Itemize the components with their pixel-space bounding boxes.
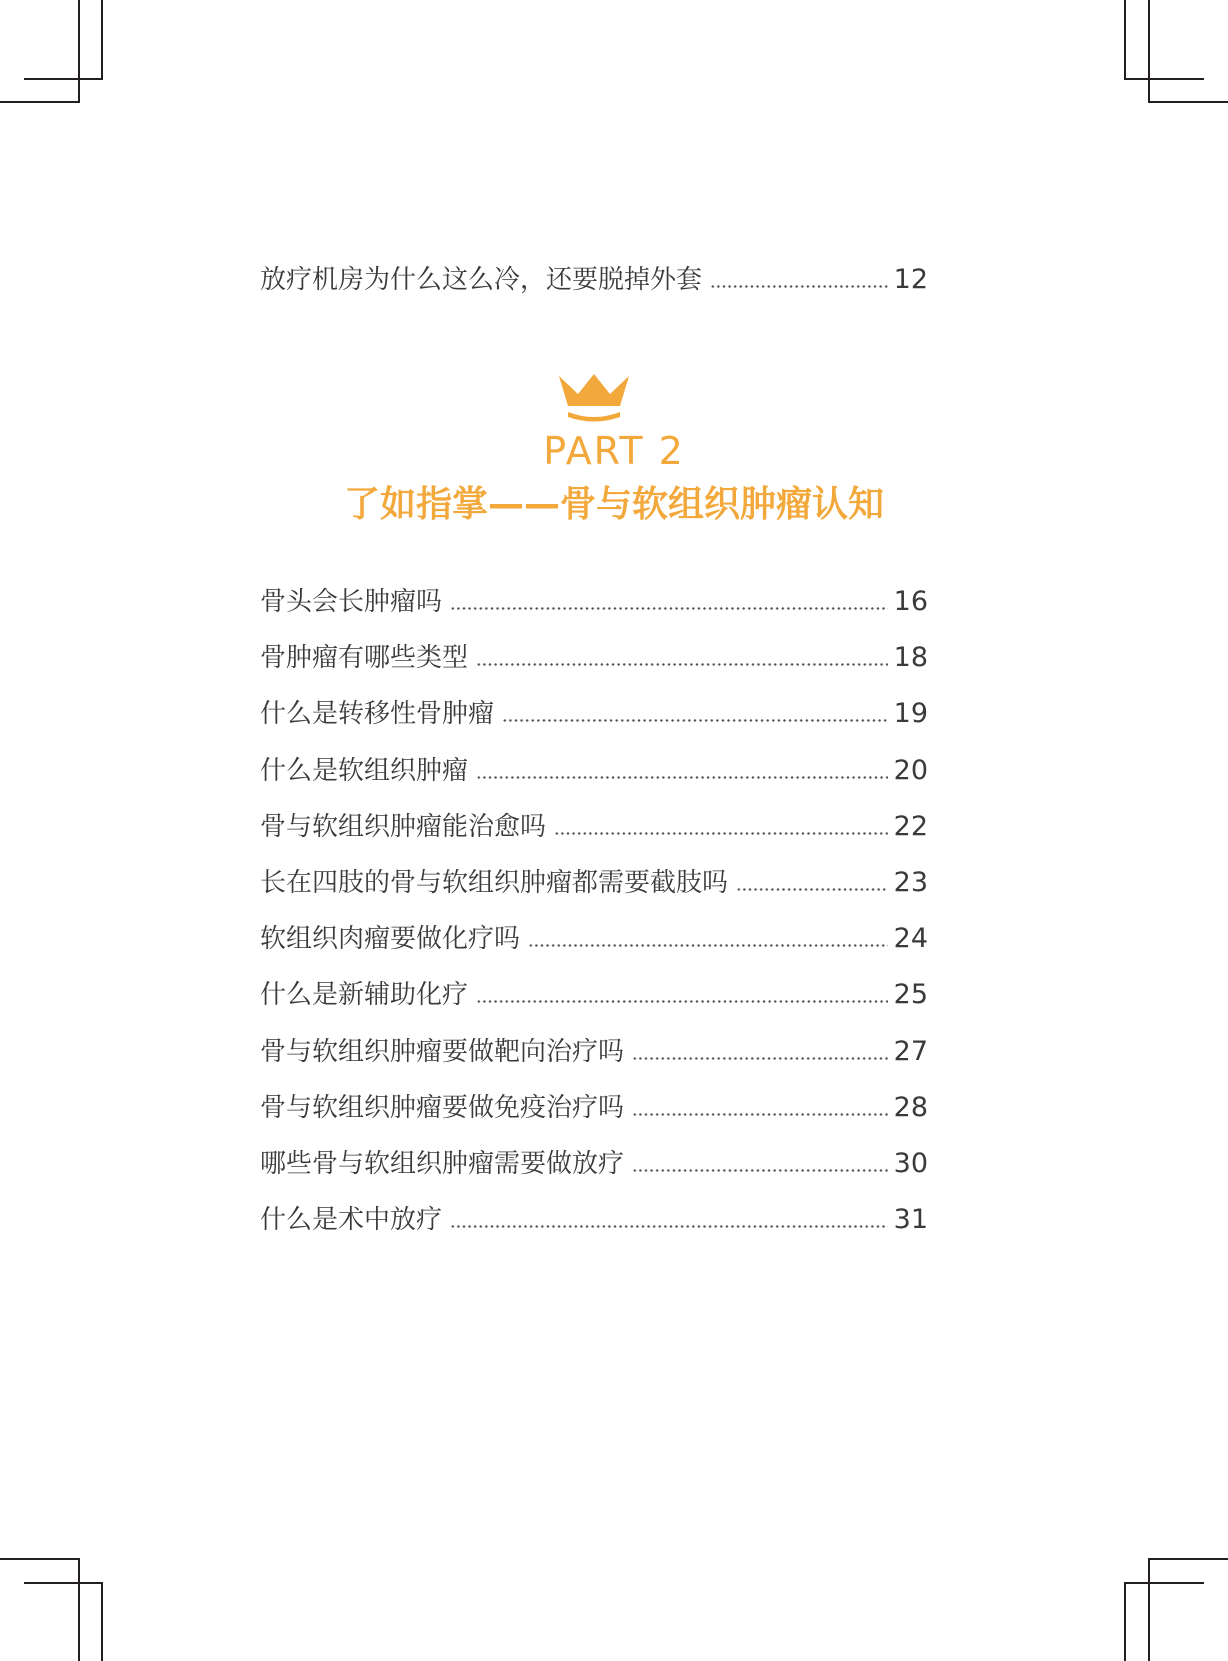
- toc-entry-title: 什么是软组织肿瘤: [260, 755, 469, 786]
- crop-mark-top-right: [1124, 0, 1126, 80]
- toc-entry[interactable]: [260, 1196, 928, 1236]
- toc-entry-title: 什么是术中放疗: [260, 1205, 443, 1236]
- toc-entry[interactable]: [260, 859, 928, 899]
- toc-entry-page: 12: [893, 264, 928, 295]
- toc-entry[interactable]: [260, 1140, 928, 1180]
- toc-entry-title: 软组织肉瘤要做化疗吗: [260, 924, 521, 955]
- toc-entry-page: 24: [893, 923, 928, 955]
- toc-entry-page: 23: [893, 867, 928, 898]
- toc-entry[interactable]: [260, 747, 928, 787]
- toc-entry-title: 哪些骨与软组织肿瘤需要做放疗: [260, 1149, 625, 1179]
- crop-mark-top-right: [1148, 0, 1150, 103]
- toc-entry-page: 25: [893, 979, 928, 1011]
- toc-entry-page: 30: [893, 1148, 928, 1179]
- toc-entry-title: 长在四肢的骨与软组织肿瘤都需要截肢吗: [260, 868, 729, 898]
- toc-entry-page: 31: [893, 1204, 928, 1236]
- dot-leader: [632, 1113, 888, 1116]
- crop-mark-top-left: [24, 78, 103, 80]
- toc-entry-page: 20: [893, 754, 928, 786]
- toc-entry[interactable]: [260, 578, 928, 618]
- toc-entry-page: 22: [893, 810, 928, 842]
- part-title: 了如指掌——骨与软组织肿瘤认知: [343, 484, 884, 525]
- dot-leader: [450, 1225, 888, 1228]
- toc-entry-title: 骨头会长肿瘤吗: [260, 587, 443, 617]
- toc-entry[interactable]: [260, 256, 928, 296]
- toc-entry-page: 19: [893, 698, 928, 730]
- toc-entry[interactable]: [260, 971, 928, 1011]
- dot-leader: [476, 1000, 888, 1003]
- part-label: PART 2: [543, 429, 685, 473]
- dot-leader: [736, 888, 888, 891]
- toc-entry-title: 什么是转移性骨肿瘤: [260, 699, 495, 730]
- toc-entry[interactable]: [260, 803, 928, 843]
- crop-mark-top-left: [101, 0, 103, 80]
- crop-mark-bottom-left: [24, 1582, 103, 1584]
- toc-entry-page: 18: [893, 642, 928, 674]
- toc-entry-title: 骨与软组织肿瘤要做免疫治疗吗: [260, 1092, 625, 1123]
- crop-mark-top-right: [1124, 78, 1204, 80]
- toc-entry[interactable]: [260, 1028, 928, 1068]
- toc-entry[interactable]: [260, 690, 928, 730]
- toc-entry-title: 骨与软组织肿瘤要做靶向治疗吗: [260, 1036, 625, 1067]
- toc-entry-page: 16: [893, 586, 928, 617]
- toc-entry[interactable]: [260, 915, 928, 955]
- dot-leader: [710, 285, 888, 288]
- crop-mark-bottom-right: [1148, 1558, 1228, 1560]
- dot-leader: [528, 944, 888, 947]
- dot-leader: [476, 663, 888, 666]
- toc-entry-title: 什么是新辅助化疗: [260, 980, 469, 1011]
- toc-entry-page: 28: [893, 1091, 928, 1123]
- dot-leader: [554, 832, 888, 835]
- dot-leader: [502, 719, 888, 722]
- toc-entry[interactable]: [260, 1084, 928, 1124]
- toc-entry-title: 骨肿瘤有哪些类型: [260, 643, 469, 674]
- crop-mark-top-left: [78, 0, 80, 103]
- crop-mark-bottom-right: [1148, 1558, 1150, 1661]
- toc-entry-title: 骨与软组织肿瘤能治愈吗: [260, 811, 547, 842]
- crop-mark-bottom-right: [1124, 1582, 1126, 1661]
- dot-leader: [632, 1169, 888, 1172]
- toc-entry[interactable]: [260, 634, 928, 674]
- crop-mark-top-left: [0, 101, 80, 103]
- crop-mark-bottom-left: [101, 1582, 103, 1661]
- crown-icon: [556, 372, 632, 424]
- toc-entry-page: 27: [893, 1035, 928, 1067]
- crop-mark-bottom-left: [78, 1558, 80, 1661]
- dot-leader: [632, 1057, 888, 1060]
- toc-entry-title: 放疗机房为什么这么冷，还要脱掉外套: [260, 265, 703, 295]
- crop-mark-bottom-right: [1124, 1582, 1204, 1584]
- crop-mark-bottom-left: [0, 1558, 80, 1560]
- dot-leader: [476, 776, 888, 779]
- dot-leader: [450, 607, 888, 610]
- crop-mark-top-right: [1148, 101, 1228, 103]
